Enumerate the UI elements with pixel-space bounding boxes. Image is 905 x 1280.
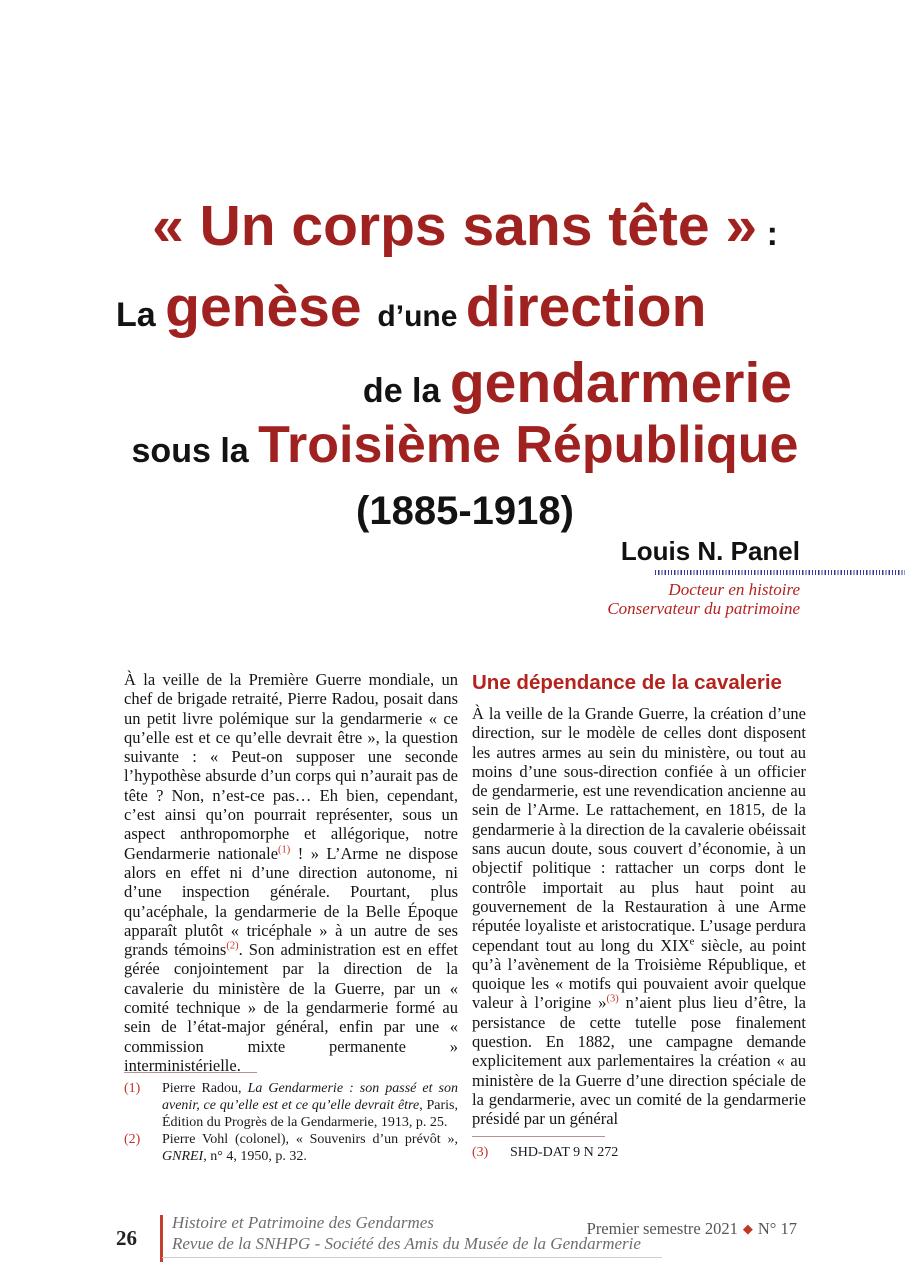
title-line-3: de la gendarmerie (362, 351, 792, 415)
footnote-2 (124, 1132, 458, 1166)
section-heading: Une dépendance de la cavalerie (472, 671, 782, 694)
author-credential-1: Docteur en histoire (668, 580, 800, 599)
left-paragraph: À la veille de la Première Guerre mondiale, un chef de brigade retraité, Pierre Radou, posait dans un petit livre polémique sur la gendarmerie « ce qu’elle est et ce qu’elle devrait être », la question suivante : « Peut-on supposer une seconde l’hypothèse absurde d’un corps qui n’aurait pas de tête ? Non, n’est-ce pas… Eh bien, cependant, c’est ainsi qu’on pourrait représenter, sous un aspect anthropomorphe et allégorique, notre Gendarmerie nationale$^{(1)}$ ! » L’Arme ne dispose alors en effet ni d’une direction autonome, ni d’une inspection générale. Pourtant, plus qu’acéphale, la gendarmerie de la Belle Époque apparaît plutôt « tricéphale » à un autre de ses grands témoins$^{(2)}$. Son administration est en effet gérée conjointement par la direction de la cavalerie du ministère de la Guerre, par un « comité technique » de la gendarmerie formé au sein de l’état-major général, enfin par une « commission mixte permanente » interministérielle. (124, 670, 458, 1075)
page-number: 26 (116, 1226, 137, 1250)
footer-red-bar (160, 1215, 163, 1262)
footnote-1-text: Pierre Radou, La Gendarmerie : son passé et son avenir, ce qu’elle est et ce qu’elle devrait être, Paris, Édition du Progrès de la Gendarmerie, 1913, p. 25. (162, 1081, 458, 1130)
left-column (124, 670, 458, 1210)
diamond-icon: ◆ (742, 1221, 753, 1236)
journal-subtitle: Revue de la SNHPG - Société des Amis du Musée de la Gendarmerie (172, 1234, 641, 1253)
footer-hairline (162, 1257, 662, 1258)
title-line-4: sous la Troisième République (131, 416, 799, 474)
issue-number: N° 17 (757, 1219, 797, 1238)
right-footnotes (472, 1136, 806, 1162)
author-dotted-rule (655, 570, 905, 575)
author-credential-2: Conservateur du patrimoine (607, 599, 800, 618)
journal-identity (172, 1212, 641, 1254)
title-dates: (1885-1918) (356, 489, 574, 533)
author-block (621, 536, 800, 566)
footnote-3-text: SHD-DAT 9 N 272 (510, 1145, 619, 1160)
footnote-separator-line (472, 1136, 605, 1137)
footnote-2-text: Pierre Vohl (colonel), « Souvenirs d’un prévôt », GNREI, n° 4, 1950, p. 32. (162, 1132, 458, 1165)
footnote-1-marker: (1) (124, 1081, 141, 1096)
journal-title: Histoire et Patrimoine des Gendarmes (172, 1213, 434, 1232)
issue-info (587, 1219, 797, 1239)
right-paragraph: À la veille de la Grande Guerre, la création d’une direction, sur le modèle de celles dont disposent les autres armes au sein du ministère, ou tout au moins d’une sous-direction confiée à un officier de gendarmerie, est une revendication ancienne au sein de l’Arme. Le rattachement, en 1815, de la gendarmerie à la direction de la cavalerie obéissait sans aucun doute, sous couvert d’économie, à un objectif politique : rattacher un corps dont le contrôle importait au plus haut point au gouvernement de la Restauration à une Arme réputée loyaliste et aristocratique. L’usage perdura cependant tout au long du XIXe siècle, au point qu’à l’avènement de la Troisième République, et quoique les « motifs qui pouvaient avoir quelque valeur à l’origine »$^{(3)}$ n’aient plus lieu d’être, la persistance de cette tutelle pose finalement question. En 1882, une campagne demande explicitement aux parlementaires la création « au ministère de la Guerre d’une direction spéciale de la gendarmerie, avec un comité de la gendarmerie présidé par un général (472, 704, 806, 1129)
footnote-separator-line (124, 1072, 257, 1073)
right-column (472, 670, 806, 1210)
footnote-2-marker: (2) (124, 1132, 141, 1148)
title-line-1: « Un corps sans tête » : (152, 194, 778, 258)
author-credentials (607, 580, 800, 618)
issue-semester: Premier semestre 2021 (586, 1219, 738, 1238)
title-line-2: La genèse d’une direction (116, 275, 707, 339)
footnote-1 (124, 1081, 458, 1131)
article-body (124, 670, 806, 1210)
footnote-3 (472, 1145, 806, 1162)
footnote-3-marker: (3) (472, 1145, 489, 1160)
page-footer (0, 1210, 905, 1270)
author-name: Louis N. Panel (620, 536, 800, 566)
left-footnotes (124, 1072, 458, 1166)
article-title (110, 194, 820, 534)
